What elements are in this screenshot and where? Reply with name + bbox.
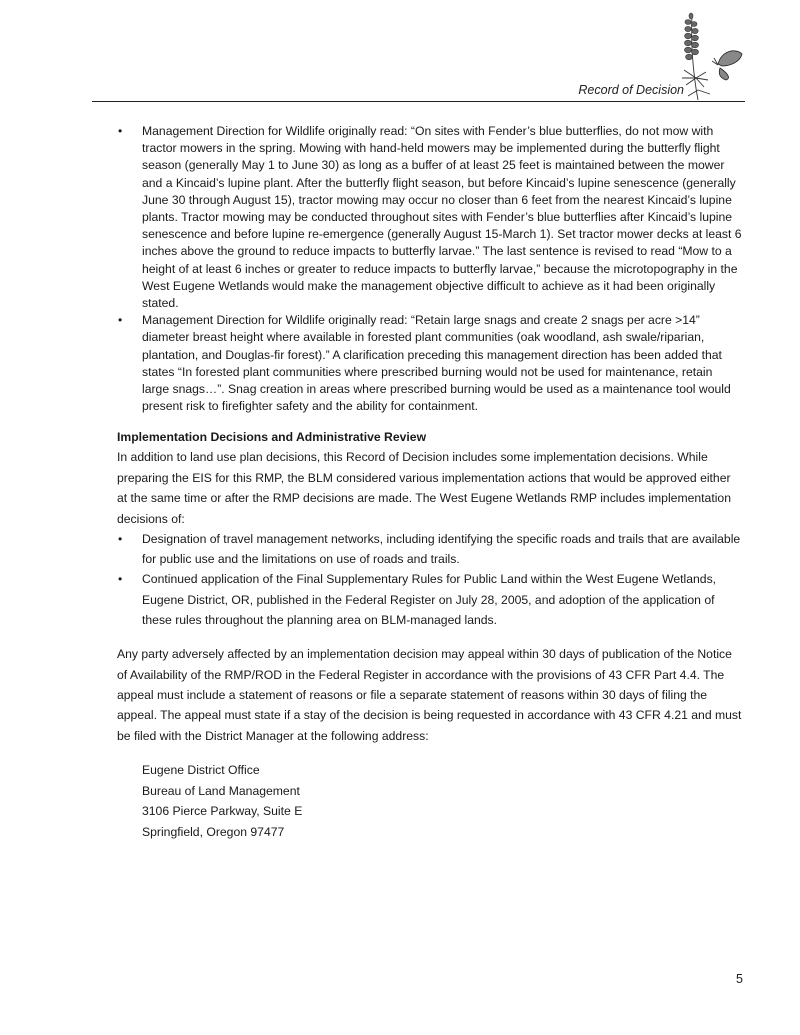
address-line: Bureau of Land Management — [142, 783, 300, 798]
list-item — [117, 529, 742, 569]
bullet-icon: • — [118, 572, 123, 587]
address-line: 3106 Pierce Parkway, Suite E — [142, 804, 303, 819]
appeal-paragraph: Any party adversely affected by an implementation decision may appeal within 30 days of publication of the Notice of Availability of the RMP/ROD in the Federal Register in accordance with the provisions of 43 CFR Part 4.4. The appeal must include a statement of reasons or file a separate statement of reasons within 30 days of filing the appeal. The appeal must state if a stay of the decision is being requested in accordance with 43 CFR 4.21 and must be filed with the District Manager at the following address: — [117, 647, 742, 743]
list-item — [117, 123, 742, 312]
bullet-icon: • — [118, 313, 123, 328]
page-body — [117, 123, 742, 843]
address-line: Eugene District Office — [142, 763, 260, 778]
page-number: 5 — [736, 972, 743, 986]
address-line: Springfield, Oregon 97477 — [142, 824, 285, 839]
bullet-text: Continued application of the Final Supplementary Rules for Public Land within the West Eugene Wetlands, Eugene District, OR, published in the Federal Register on July 28, 2005, and adoption of the application of these rules throughout the planning area on BLM-managed lands. — [142, 572, 717, 627]
bullet-text: Management Direction for Wildlife originally read: “Retain large snags and create 2 snags per acre >14” diameter breast height where available in forested plant communities (oak woodland, ash swale/riparian, plantation, and Douglas-fir forest).” A clarification preceding this management direction has been added that states “In forested plant communities where prescribed burning would not be used for maintenance, retain large snags…”. Snag creation in areas where prescribed burning would be used as a maintenance tool would present risk to firefighter safety and the ability for containment. — [142, 313, 731, 414]
bullet-text: Designation of travel management networks, including identifying the specific roads and trails that are available for public use and the limitations on use of roads and trails. — [142, 532, 741, 567]
bullet-icon: • — [118, 124, 123, 138]
list-item — [117, 312, 742, 415]
running-header-title: Record of Decision — [578, 83, 684, 97]
list-item — [117, 569, 742, 630]
intro-paragraph: In addition to land use plan decisions, this Record of Decision includes some implementation decisions. While preparing the EIS for this RMP, the BLM considered various implementation actions that would be approved either at the same time or after the RMP decisions are made. The West Eugene Wetlands RMP includes implementation decisions of: — [117, 450, 731, 526]
mailing-address — [117, 760, 742, 842]
wildlife-direction-list — [117, 123, 742, 415]
lupine-butterfly-icon — [678, 8, 748, 104]
bullet-icon: • — [118, 532, 123, 547]
bullet-text: Management Direction for Wildlife originally read: “On sites with Fender’s blue butterflies, do not mow with tractor mowers in the spring. Mowing with hand-held mowers may be implemented during the butterfly flight season (generally May 1 to June 30) as long as a buffer of at least 25 feet is maintained between the mower and a Kincaid’s lupine plant. After the butterfly flight season, but before Kincaid’s lupine senescence (generally June 30 through August 15), tractor mowing may occur no closer than 6 feet from the nearest Kincaid’s lupine plants. Tractor mowing may be conducted throughout sites with Fender’s blue butterflies after Kincaid’s lupine senescence and before lupine re-emergence (generally August 15-March 1). Set tractor mower decks at least 6 inches above the ground to reduce impacts to butterfly larvae.” The last sentence is revised to read “Mow to a height of at least 6 inches or greater to reduce impacts to butterfly larvae,” because the microtopography in the West Eugene Wetlands would make the management objective difficult to achieve as it had been originally stated. — [142, 124, 742, 311]
section-heading: Implementation Decisions and Administrative Review — [117, 430, 427, 445]
header-rule — [92, 101, 745, 102]
implementation-decisions-list — [117, 529, 742, 630]
